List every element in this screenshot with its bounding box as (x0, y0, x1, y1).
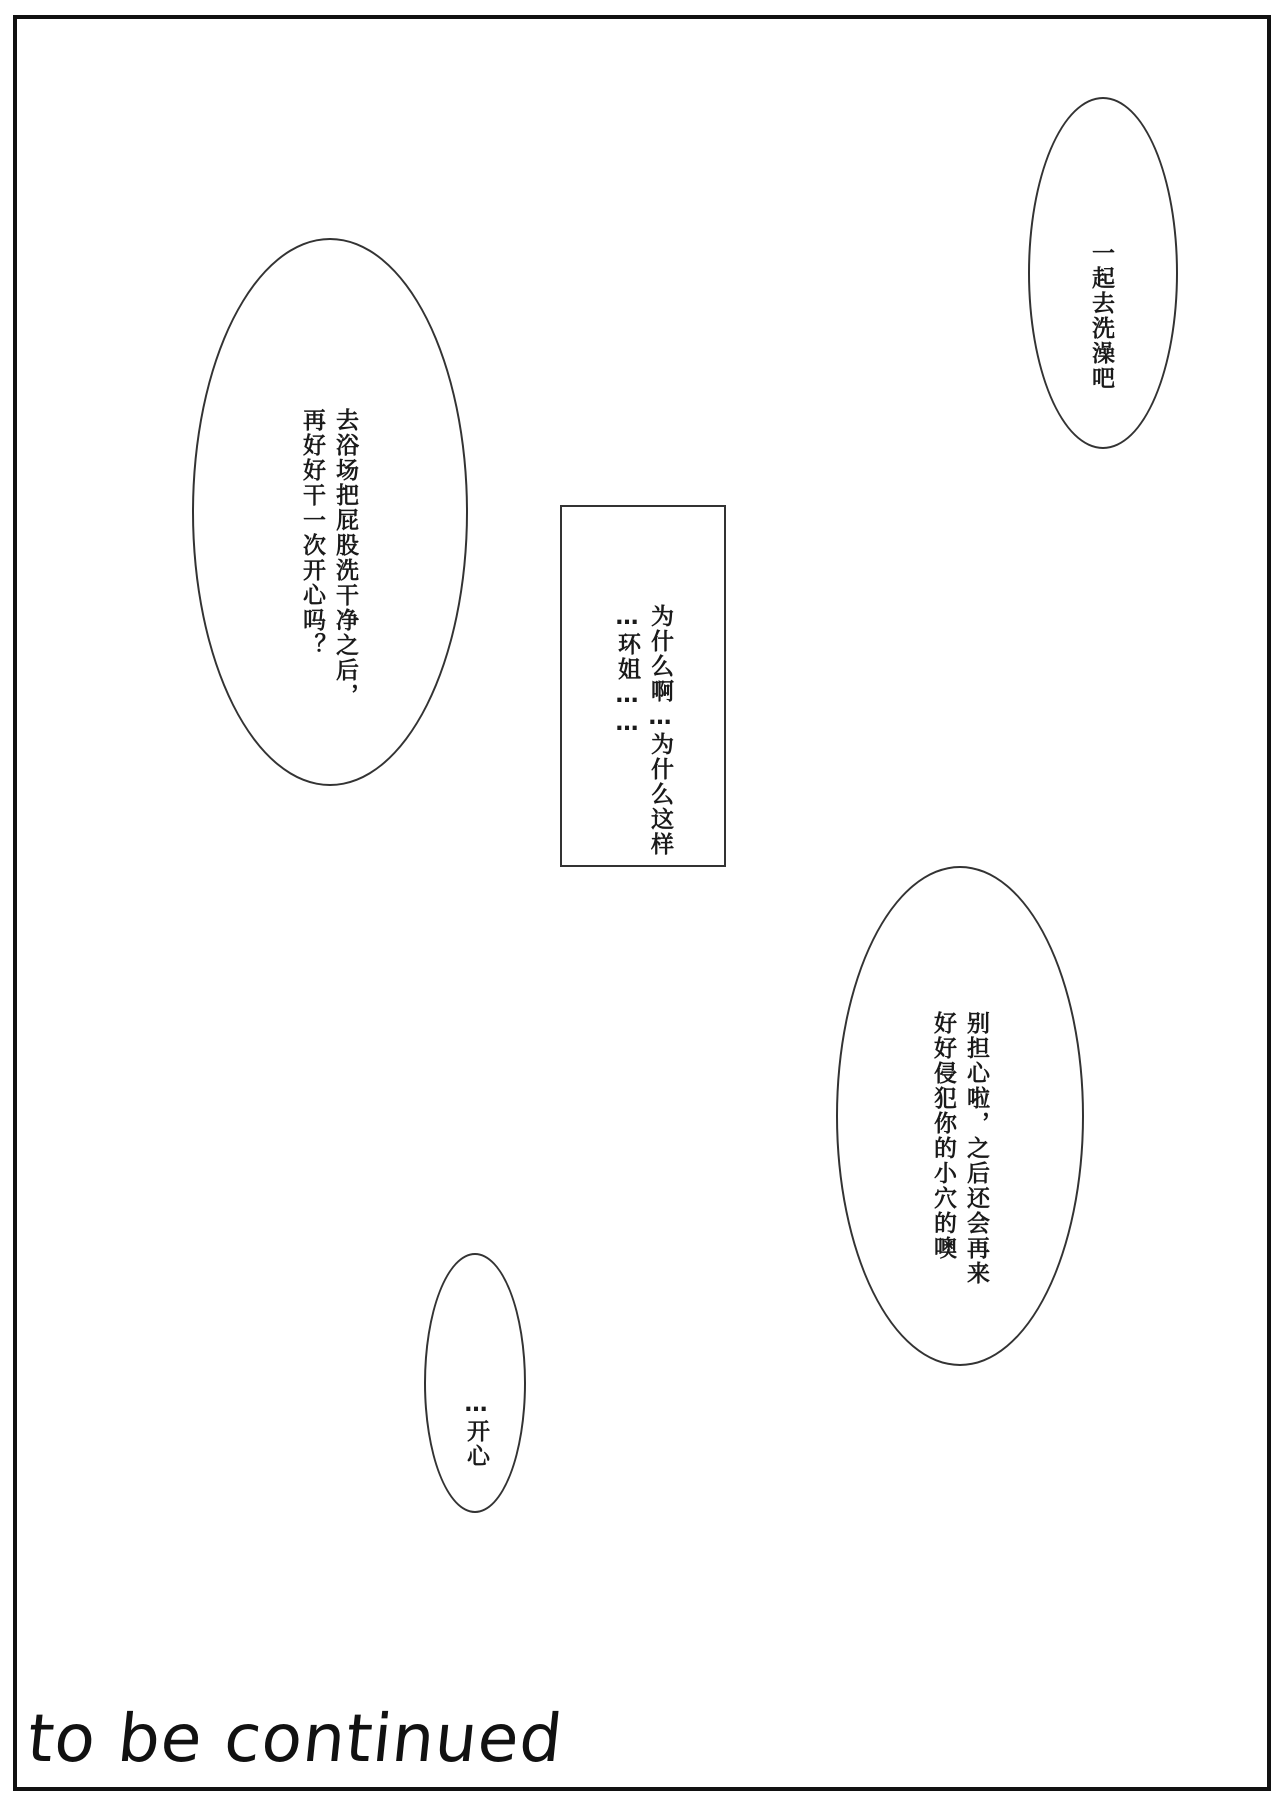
speech-line: 去浴场把屁股洗干净之后， (332, 408, 358, 708)
to-be-continued-text: to be continued (23, 1700, 567, 1777)
speech-line: 别担心啦，之后还会再来 (963, 1011, 989, 1286)
speech-line: 好好侵犯你的小穴的噢 (930, 1011, 956, 1261)
narration-line: …环姐…… (614, 604, 640, 738)
speech-text-bath (295, 352, 394, 708)
narration-line: 为什么啊…为什么这样 (647, 604, 673, 857)
speech-line: 一起去洗澡吧 (1088, 241, 1114, 391)
speech-text-happy (459, 1335, 525, 1469)
speech-line: 再好好干一次开心吗？ (299, 408, 325, 658)
speech-text-wash (1084, 185, 1150, 391)
speech-text-dont-worry (926, 955, 1025, 1286)
narration-text-why (610, 548, 709, 857)
speech-line: …开心 (463, 1391, 489, 1469)
